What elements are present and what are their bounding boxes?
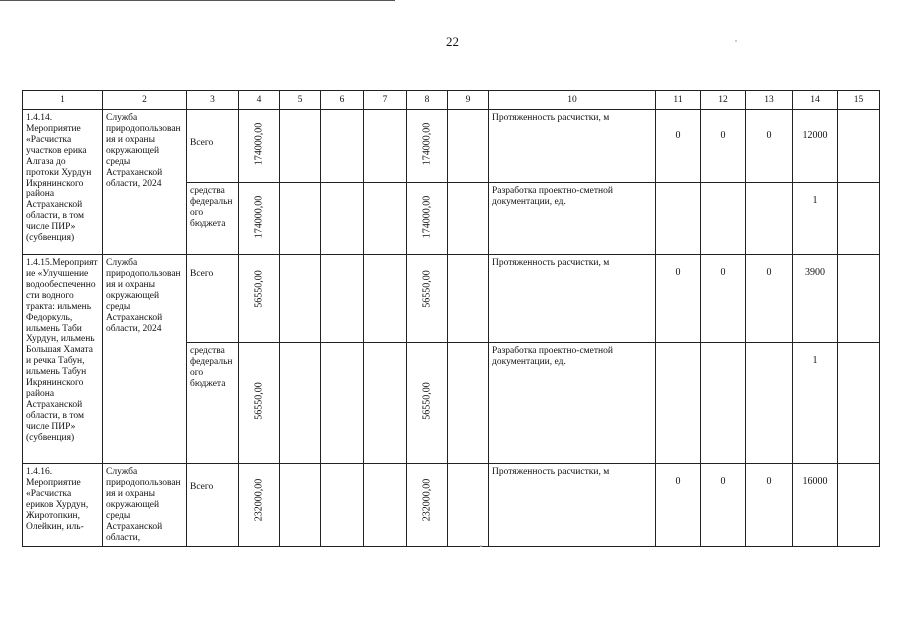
empty-cell	[838, 110, 880, 183]
empty-cell	[364, 183, 407, 255]
column-number: 4	[239, 91, 280, 110]
column-number: 13	[746, 91, 793, 110]
value-col12	[701, 183, 746, 255]
indicator: Протяженность расчистки, м	[489, 464, 656, 547]
empty-cell	[321, 464, 364, 547]
empty-cell	[364, 255, 407, 343]
column-number-row	[23, 91, 880, 110]
measure-name: 1.4.15.Мероприятие «Улучшение водообеспеченности водного тракта: ильмень Федоркуль, ильмень Таби Хурдун, ильмень Большая Хамата и речка Табун, ильмень Табун Икрянинского района Астраханской области, в том числе ПИР» (субвенция)	[23, 255, 103, 464]
value-col12	[701, 343, 746, 464]
column-number: 5	[280, 91, 321, 110]
empty-cell	[280, 255, 321, 343]
top-rule	[0, 0, 395, 1]
column-number: 12	[701, 91, 746, 110]
amount-col4: 232000,00	[239, 464, 280, 547]
amount-col8: 174000,00	[407, 183, 448, 255]
value-col11: 0	[656, 464, 701, 547]
empty-cell	[448, 255, 489, 343]
indicator: Протяженность расчистки, м	[489, 110, 656, 183]
measures-table	[22, 90, 880, 547]
scan-speck	[735, 40, 737, 42]
funding-source: Всего	[187, 464, 239, 547]
amount-col8: 56550,00	[407, 255, 448, 343]
amount-col8: 232000,00	[407, 464, 448, 547]
column-number: 10	[489, 91, 656, 110]
column-number: 8	[407, 91, 448, 110]
empty-cell	[364, 464, 407, 547]
empty-cell	[448, 343, 489, 464]
empty-cell	[448, 464, 489, 547]
value-col14: 3900	[793, 255, 838, 343]
value-col11	[656, 183, 701, 255]
amount-col4: 174000,00	[239, 183, 280, 255]
value-col13: 0	[746, 255, 793, 343]
amount-col4: 56550,00	[239, 255, 280, 343]
value-col12: 0	[701, 255, 746, 343]
column-number: 15	[838, 91, 880, 110]
funding-source: Всего	[187, 110, 239, 183]
amount-col4: 56550,00	[239, 343, 280, 464]
column-number: 1	[23, 91, 103, 110]
empty-cell	[364, 110, 407, 183]
value-col14: 12000	[793, 110, 838, 183]
indicator: Разработка проектно-сметной документации, ед.	[489, 343, 656, 464]
empty-cell	[838, 255, 880, 343]
empty-cell	[321, 255, 364, 343]
value-col13: 0	[746, 110, 793, 183]
value-col11: 0	[656, 255, 701, 343]
amount-col8: 174000,00	[407, 110, 448, 183]
empty-cell	[280, 343, 321, 464]
column-number: 2	[103, 91, 187, 110]
amount-col4: 174000,00	[239, 110, 280, 183]
column-number: 11	[656, 91, 701, 110]
indicator: Протяженность расчистки, м	[489, 255, 656, 343]
amount-col8: 56550,00	[407, 343, 448, 464]
empty-cell	[280, 183, 321, 255]
value-col13: 0	[746, 464, 793, 547]
column-number: 9	[448, 91, 489, 110]
page-number: 22	[446, 34, 459, 49]
value-col14: 1	[793, 343, 838, 464]
empty-cell	[321, 183, 364, 255]
executor: Служба природопользования и охраны окружающей среды Астраханской области, 2024	[103, 255, 187, 464]
funding-source: средства федерального бюджета	[187, 343, 239, 464]
value-col14: 1	[793, 183, 838, 255]
executor: Служба природопользования и охраны окружающей среды Астраханской области, 2024	[103, 110, 187, 255]
empty-cell	[838, 464, 880, 547]
value-col11	[656, 343, 701, 464]
empty-cell	[280, 464, 321, 547]
value-col12: 0	[701, 110, 746, 183]
measure-name: 1.4.14. Мероприятие «Расчистка участков ерика Алгаза до протоки Хурдун Икрянинского района Астраханской области, в том числе ПИР» (субвенция)	[23, 110, 103, 255]
table-row	[23, 255, 880, 343]
table-row	[23, 110, 880, 183]
empty-cell	[838, 183, 880, 255]
column-number: 7	[364, 91, 407, 110]
indicator: Разработка проектно-сметной документации, ед.	[489, 183, 656, 255]
value-col13	[746, 183, 793, 255]
column-number: 14	[793, 91, 838, 110]
column-number: 6	[321, 91, 364, 110]
empty-cell	[364, 343, 407, 464]
value-col13	[746, 343, 793, 464]
value-col14: 16000	[793, 464, 838, 547]
funding-source: Всего	[187, 255, 239, 343]
value-col12: 0	[701, 464, 746, 547]
column-number: 3	[187, 91, 239, 110]
empty-cell	[838, 343, 880, 464]
value-col11: 0	[656, 110, 701, 183]
table-row	[23, 464, 880, 547]
executor: Служба природопользования и охраны окружающей среды Астраханской области,	[103, 464, 187, 547]
measure-name: 1.4.16. Мероприятие «Расчистка ериков Хурдун, Жиротопкин, Олейкин, иль-	[23, 464, 103, 547]
funding-source: средства федерального бюджета	[187, 183, 239, 255]
empty-cell	[321, 110, 364, 183]
empty-cell	[448, 183, 489, 255]
scan-speck	[480, 545, 482, 547]
empty-cell	[280, 110, 321, 183]
empty-cell	[448, 110, 489, 183]
empty-cell	[321, 343, 364, 464]
